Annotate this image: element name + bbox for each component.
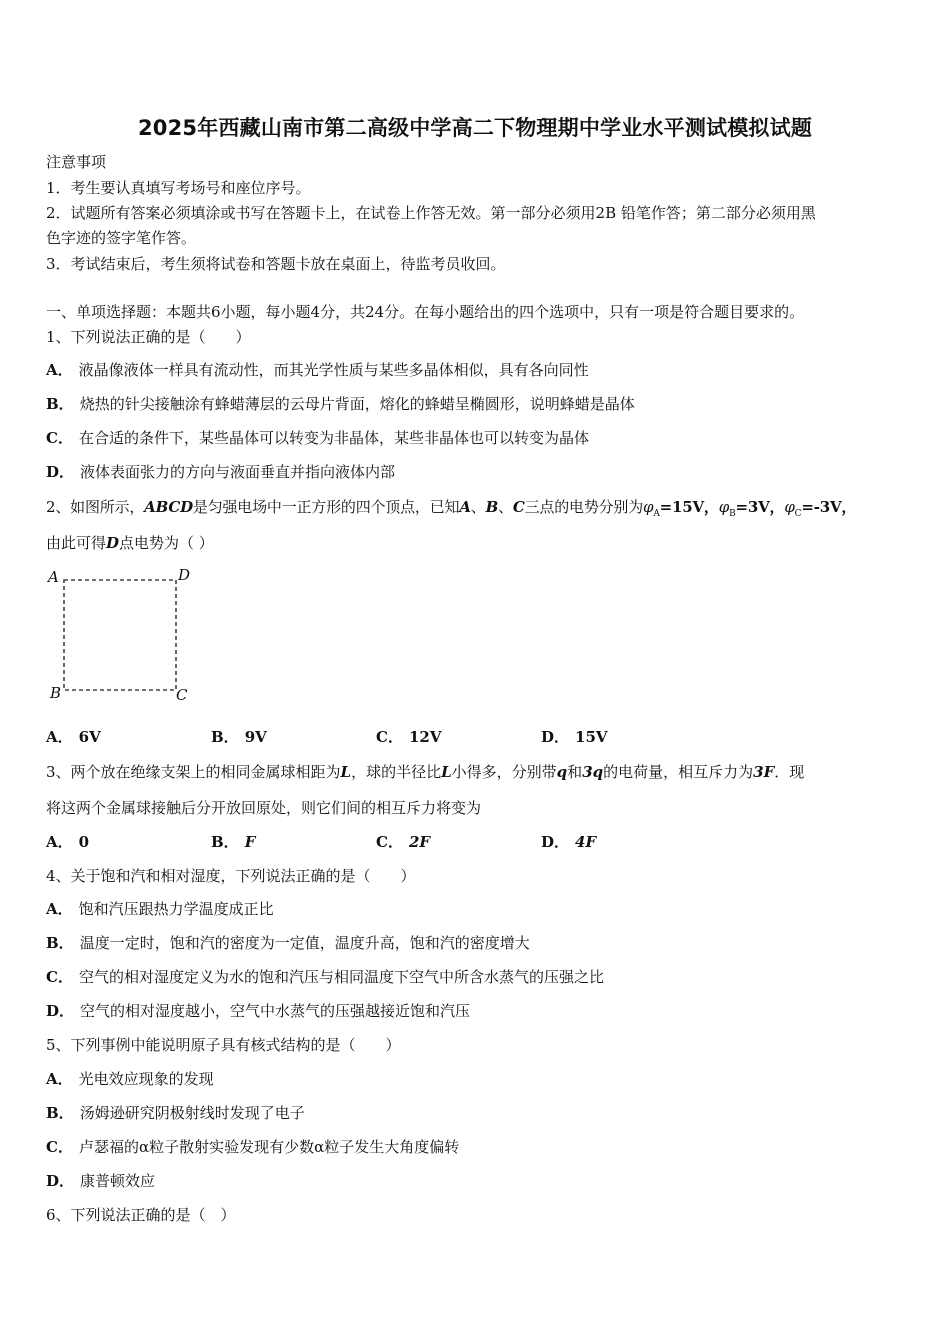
option-label: C． bbox=[46, 429, 73, 447]
option-text: 温度一定时，饱和汽的密度为一定值，温度升高，饱和汽的密度增大 bbox=[79, 934, 530, 952]
text: 3、两个放在绝缘支架上的相同金属球相距为 bbox=[46, 763, 341, 781]
q2-stem-line2 bbox=[46, 533, 214, 553]
option-label: B． bbox=[46, 934, 74, 952]
q1-option-b bbox=[46, 394, 635, 414]
q3-stem-line2: 将这两个金属球接触后分开放回原处，则它们间的相互斥力将变为 bbox=[46, 799, 482, 817]
math-l: L bbox=[340, 763, 352, 781]
notice-item-1: 1．考生要认真填写考场号和座位序号。 bbox=[46, 179, 311, 197]
q3-options bbox=[46, 832, 906, 852]
option-label: B． bbox=[211, 833, 239, 851]
option-text: 4F bbox=[575, 833, 597, 851]
option-text: 空气的相对湿度定义为水的饱和汽压与相同温度下空气中所含水蒸气的压强之比 bbox=[78, 968, 604, 986]
option-label: D． bbox=[541, 728, 570, 746]
section-heading: 一、单项选择题：本题共6小题，每小题4分，共24分。在每小题给出的四个选项中，只有一项是符合题目要求的。 bbox=[46, 303, 805, 321]
option-text: 光电效应现象的发现 bbox=[78, 1070, 214, 1088]
q4-option-b bbox=[46, 933, 530, 953]
notice-item-3: 3．考试结束后，考生须将试卷和答题卡放在桌面上，待监考员收回。 bbox=[46, 255, 506, 273]
phi-symbol: φ bbox=[784, 498, 795, 516]
text: 、 bbox=[470, 498, 486, 516]
q5-option-a bbox=[46, 1069, 214, 1089]
option-text: 液体表面张力的方向与液面垂直并指向液体内部 bbox=[80, 463, 396, 481]
q1-option-c bbox=[46, 428, 589, 448]
q1-option-d bbox=[46, 462, 395, 482]
option-text: 卢瑟福的α粒子散射实验发现有少数α粒子发生大角度偏转 bbox=[78, 1138, 460, 1156]
option-text: 康普顿效应 bbox=[80, 1172, 156, 1190]
q3-stem-line1 bbox=[46, 762, 804, 782]
notice-heading: 注意事项 bbox=[46, 153, 107, 171]
option-label: A． bbox=[46, 361, 73, 379]
option-label: D． bbox=[46, 1002, 75, 1020]
text: 三点的电势分别为 bbox=[524, 498, 644, 516]
option-label: C． bbox=[46, 1138, 73, 1156]
q1-stem: 1、下列说法正确的是（ ） bbox=[46, 328, 251, 346]
q4-option-d bbox=[46, 1001, 470, 1021]
option-label: A． bbox=[46, 833, 73, 851]
math-q: q bbox=[556, 763, 568, 781]
vertex-label-a: A bbox=[48, 568, 59, 586]
square-figure bbox=[44, 566, 204, 708]
phi-symbol: φ bbox=[718, 498, 730, 516]
value: =-3V， bbox=[801, 498, 857, 516]
q1-option-a bbox=[46, 360, 589, 380]
option-label: A． bbox=[46, 728, 73, 746]
q3-option-b bbox=[211, 832, 255, 852]
q5-option-d bbox=[46, 1171, 155, 1191]
vertex-label-c: C bbox=[176, 686, 188, 704]
q2-option-d bbox=[541, 727, 608, 747]
q3-option-d bbox=[541, 832, 596, 852]
math-3q: 3q bbox=[582, 763, 604, 781]
q5-option-b bbox=[46, 1103, 305, 1123]
text: 的电荷量，相互斥力为 bbox=[603, 763, 754, 781]
option-text: F bbox=[244, 833, 256, 851]
option-label: B． bbox=[211, 728, 239, 746]
option-label: D． bbox=[541, 833, 570, 851]
subscript: C bbox=[794, 509, 802, 519]
q2-option-c bbox=[376, 727, 441, 747]
q5-stem: 5、下列事例中能说明原子具有核式结构的是（ ） bbox=[46, 1036, 401, 1054]
option-text: 12V bbox=[408, 728, 442, 746]
text: 和 bbox=[567, 763, 583, 781]
text: 2、如图所示， bbox=[46, 498, 145, 516]
q4-stem: 4、关于饱和汽和相对湿度，下列说法正确的是（ ） bbox=[46, 867, 416, 885]
vertex-label-b: B bbox=[50, 684, 62, 702]
math-b: B bbox=[485, 498, 499, 516]
q3-option-c bbox=[376, 832, 430, 852]
q6-stem: 6、下列说法正确的是（ ） bbox=[46, 1206, 236, 1224]
option-label: A． bbox=[46, 1070, 73, 1088]
option-text: 液晶像液体一样具有流动性，而其光学性质与某些多晶体相似，具有各向同性 bbox=[78, 361, 589, 379]
option-label: B． bbox=[46, 395, 74, 413]
option-text: 在合适的条件下，某些晶体可以转变为非晶体，某些非晶体也可以转变为晶体 bbox=[78, 429, 589, 447]
option-text: 饱和汽压跟热力学温度成正比 bbox=[78, 900, 274, 918]
q4-option-c bbox=[46, 967, 604, 987]
dashed-square bbox=[64, 580, 176, 690]
text: ．现 bbox=[774, 763, 805, 781]
option-text: 汤姆逊研究阴极射线时发现了电子 bbox=[79, 1104, 305, 1122]
phi-symbol: φ bbox=[643, 498, 654, 516]
option-label: C． bbox=[376, 833, 403, 851]
option-text: 15V bbox=[575, 728, 608, 746]
option-label: C． bbox=[376, 728, 403, 746]
option-text: 6V bbox=[78, 728, 101, 746]
subscript: B bbox=[729, 509, 736, 519]
option-label: A． bbox=[46, 900, 73, 918]
math-3f: 3F bbox=[753, 763, 775, 781]
q2-option-b bbox=[211, 727, 267, 747]
math-a: A bbox=[459, 498, 471, 516]
value: =15V， bbox=[659, 498, 719, 516]
option-label: C． bbox=[46, 968, 73, 986]
value: =3V， bbox=[735, 498, 785, 516]
text: 小得多，分别带 bbox=[451, 763, 557, 781]
math-l: L bbox=[441, 763, 452, 781]
option-label: D． bbox=[46, 1172, 75, 1190]
q2-stem-line1 bbox=[46, 497, 856, 524]
option-text: 2F bbox=[408, 833, 431, 851]
text: 、 bbox=[498, 498, 513, 516]
option-label: B． bbox=[46, 1104, 74, 1122]
q2-option-a bbox=[46, 727, 101, 747]
subscript: A bbox=[653, 509, 660, 519]
option-text: 烧热的针尖接触涂有蜂蜡薄层的云母片背面，熔化的蜂蜡呈椭圆形，说明蜂蜡是晶体 bbox=[79, 395, 635, 413]
notice-item-2-cont: 色字迹的签字笔作答。 bbox=[46, 229, 197, 247]
math-abcd: ABCD bbox=[144, 498, 193, 516]
q3-option-a bbox=[46, 832, 89, 852]
option-text: 空气的相对湿度越小，空气中水蒸气的压强越接近饱和汽压 bbox=[80, 1002, 471, 1020]
text: 点电势为（ ） bbox=[119, 534, 214, 552]
notice-item-2: 2．试题所有答案必须填涂或书写在答题卡上，在试卷上作答无效。第一部分必须用2B 铅笔作答；第二部分必须用黑 bbox=[46, 204, 816, 222]
page-title: 2025年西藏山南市第二高级中学高二下物理期中学业水平测试模拟试题 bbox=[137, 116, 813, 140]
math-d: D bbox=[106, 534, 120, 552]
text: 由此可得 bbox=[46, 534, 107, 552]
q2-options bbox=[46, 727, 906, 747]
math-c: C bbox=[512, 498, 525, 516]
q4-option-a bbox=[46, 899, 274, 919]
option-text: 0 bbox=[78, 833, 90, 851]
q5-option-c bbox=[46, 1137, 459, 1157]
option-label: D． bbox=[46, 463, 75, 481]
text: 是匀强电场中一正方形的四个顶点，已知 bbox=[192, 498, 460, 516]
vertex-label-d: D bbox=[178, 566, 191, 584]
option-text: 9V bbox=[244, 728, 267, 746]
text: ，球的半径比 bbox=[351, 763, 442, 781]
